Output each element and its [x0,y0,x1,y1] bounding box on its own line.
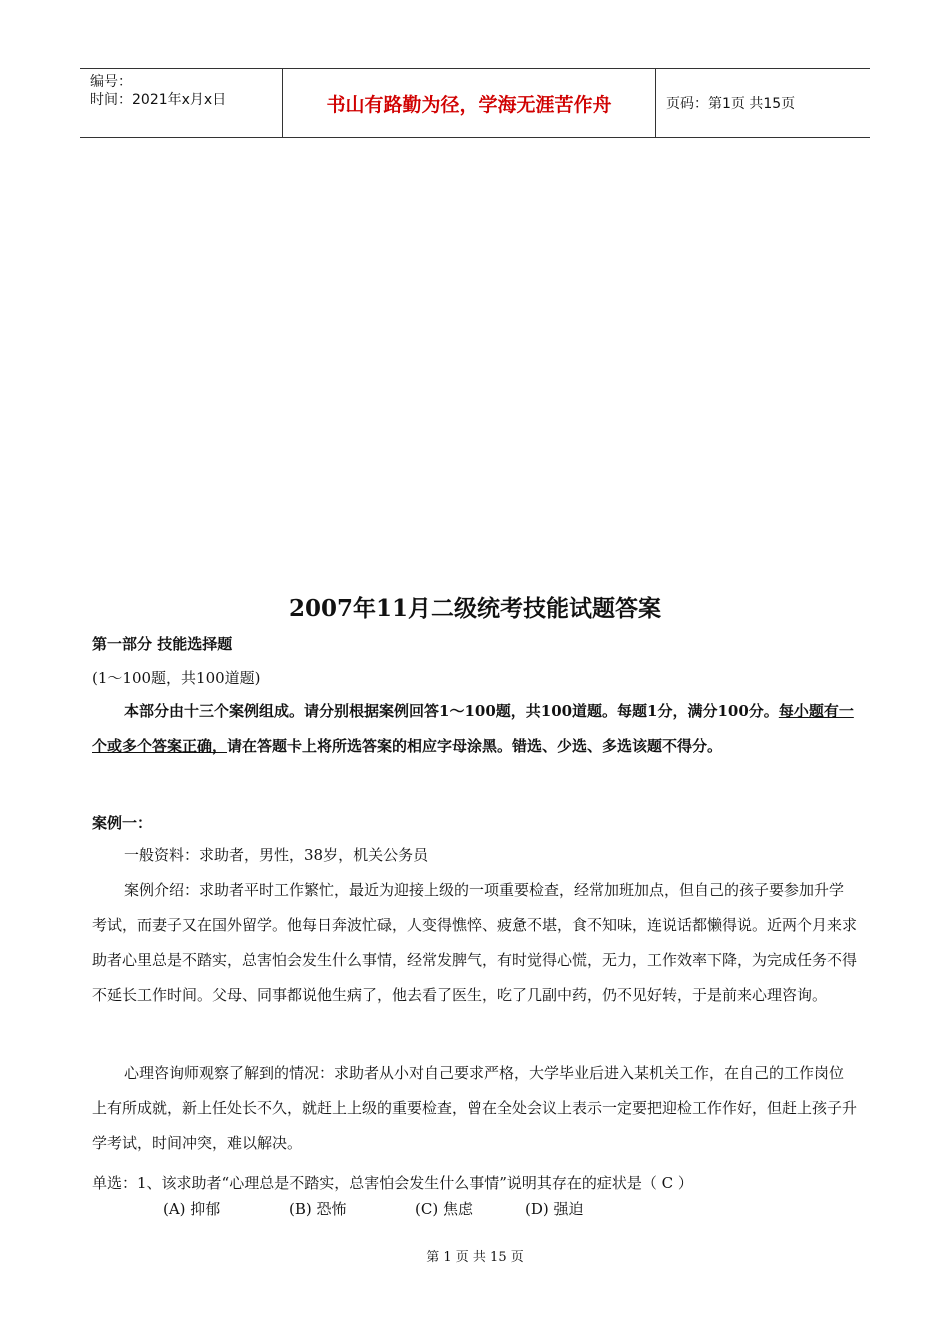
general-info: 一般资料：求助者，男性，38岁，机关公务员 [124,846,429,864]
document-title: 2007年11月二级统考技能试题答案 [288,595,662,622]
question-1-options [163,1198,584,1219]
part-range: (1～100题，共100道题) [92,669,261,687]
instructions-underlined: 每小题有一个或多个答案正确， [92,702,854,755]
case-intro: 案例介绍：求助者平时工作繁忙，最近为迎接上级的一项重要检查，经常加班加点，但自己的孩子要参加升学考试，而妻子又在国外留学。他每日奔波忙碌，人变得憔悴、疲惫不堪，食不知味，连说话都懒得说。近两个月来求助者心里总是不踏实，总害怕会发生什么事情，经常发脾气，有时觉得心慌，无力，工作效率下降，为完成任务不得不延长工作时间。父母、同事都说他生病了，他去看了医生，吃了几副中药，仍不见好转，于是前来心理咨询。 [92,881,858,1004]
observation: 心理咨询师观察了解到的情况：求助者从小对自己要求严格，大学毕业后进入某机关工作，在自己的工作岗位上有所成就，新上任处长不久，就赶上上级的重要检查，曾在全处会议上表示一定要把迎检工作作好，但赶上孩子升学考试，时间冲突，难以解决。 [92,1064,858,1152]
case-heading: 案例一： [92,814,153,832]
option-d: (D) 强迫 [525,1200,584,1218]
option-c: (C) 焦虑 [415,1200,473,1218]
instructions-end: 请在答题卡上将所选答案的相应字母涂黑。错选、少选、多选该题不得分。 [227,737,723,755]
part-heading: 第一部分 技能选择题 [92,635,233,653]
time-label: 时间：2021年x月x日 [90,92,227,108]
number-label: 编号： [90,74,132,90]
header-meta [80,69,282,137]
instructions [92,694,858,764]
option-a: (A) 抑郁 [163,1200,221,1218]
instructions-start: 本部分由十三个案例组成。请分别根据案例回答1～100题，共100道题。每题1分，满分100分。 [124,702,779,720]
page-footer: 第 1 页 共 15 页 [426,1250,524,1265]
header-motto: 书山有路勤为径，学海无涯苦作舟 [282,69,656,137]
question-1: 单选：1、该求助者“心理总是不踏实，总害怕会发生什么事情”说明其存在的症状是（ C ） [92,1174,693,1192]
document-header [80,68,870,138]
header-page-code: 页码：第1页 共15页 [666,96,796,112]
option-b: (B) 恐怖 [289,1200,347,1218]
